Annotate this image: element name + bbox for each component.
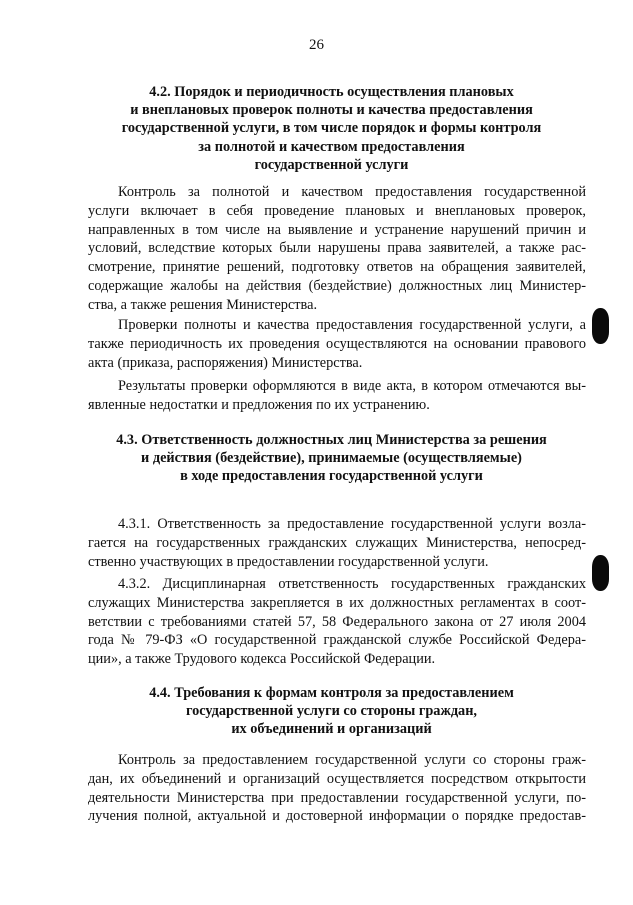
section-heading-4-2	[60, 83, 603, 174]
paragraph	[88, 515, 586, 571]
section-heading-4-3	[60, 431, 603, 486]
text-line: явленные недостатки и предложения по их устранению.	[88, 396, 430, 413]
text-line: ства, а также решения Министерства.	[88, 296, 318, 313]
heading-line: государственной услуги со стороны граждан,	[185, 703, 478, 720]
text-line: года № 79-ФЗ «О государственной гражданской службе Российской Федера-	[88, 632, 586, 649]
text-line: 4.3.1. Ответственность за предоставление государственной услуги возла-	[118, 516, 586, 532]
text-line: услуги включает в себя проведение плановых и внеплановых проверок,	[88, 202, 586, 219]
text-line: Результаты проверки оформляются в виде акта, в котором отмечаются вы-	[118, 378, 586, 394]
heading-line: 4.2. Порядок и периодичность осуществления плановых	[149, 84, 514, 100]
text-line: Проверки полноты и качества предоставления государственной услуги, а	[118, 317, 586, 333]
text-line: лучения полной, актуальной и достоверной информации о порядке предостав-	[88, 808, 586, 825]
text-line: смотрение, принятие решений, подготовку ответов на обращения заявителей,	[88, 259, 586, 276]
heading-line: государственной услуги, в том числе порядок и формы контроля	[121, 120, 542, 137]
heading-line: и внеплановых проверок полноты и качества предоставления	[130, 102, 533, 119]
text-line: ветствии с требованиями статей 57, 58 Федерального закона от 27 июля 2004	[88, 613, 586, 630]
heading-line: и действия (бездействие), принимаемые (осуществляемые)	[141, 450, 522, 467]
text-line: Контроль за предоставлением государственной услуги со стороны граж-	[118, 752, 586, 768]
heading-line: 4.3. Ответственность должностных лиц Министерства за решения	[116, 432, 547, 448]
page-number: 26	[309, 37, 324, 53]
heading-line: государственной услуги	[254, 156, 409, 173]
text-line: деятельности Министерства при предоставлении государственной услуги, по-	[88, 789, 586, 806]
paragraph	[88, 575, 586, 669]
section-heading-4-4	[60, 684, 603, 739]
text-line: 4.3.2. Дисциплинарная ответственность государственных гражданских	[118, 576, 586, 592]
heading-line: 4.4. Требования к формам контроля за предоставлением	[149, 685, 514, 701]
text-line: ственно участвующих в предоставлении государственной услуги.	[88, 553, 489, 570]
paragraph	[88, 183, 586, 315]
punch-hole	[592, 308, 609, 344]
punch-hole	[592, 555, 609, 591]
heading-line: за полнотой и качеством предоставления	[198, 138, 465, 155]
text-line: служащих Министерства закрепляется в их должностных регламентах в соот-	[88, 594, 586, 611]
paragraph	[88, 751, 586, 826]
text-line: дан, их объединений и организаций осуществляется посредством открытости	[88, 770, 586, 787]
paragraph	[88, 316, 586, 372]
text-line: гается на государственных гражданских служащих Министерства, непосред-	[88, 534, 586, 551]
text-line: ции», а также Трудового кодекса Российской Федерации.	[88, 651, 436, 668]
text-line: акта (приказа, распоряжения) Министерства.	[88, 354, 363, 371]
text-line: Контроль за полнотой и качеством предоставления государственной	[118, 184, 586, 200]
heading-line: их объединений и организаций	[231, 721, 432, 738]
text-line: содержащие жалобы на действия (бездействие) должностных лиц Министер-	[88, 277, 586, 294]
text-line: также периодичность их проведения осуществляются на основании правового	[88, 335, 586, 352]
paragraph	[88, 377, 586, 415]
heading-line: в ходе предоставления государственной услуги	[180, 468, 483, 485]
text-line: условий, вследствие которых были нарушены права заявителей, а также рас-	[88, 240, 586, 257]
text-line: направленных в том числе на выявление и устранение нарушений причин и	[88, 221, 586, 238]
